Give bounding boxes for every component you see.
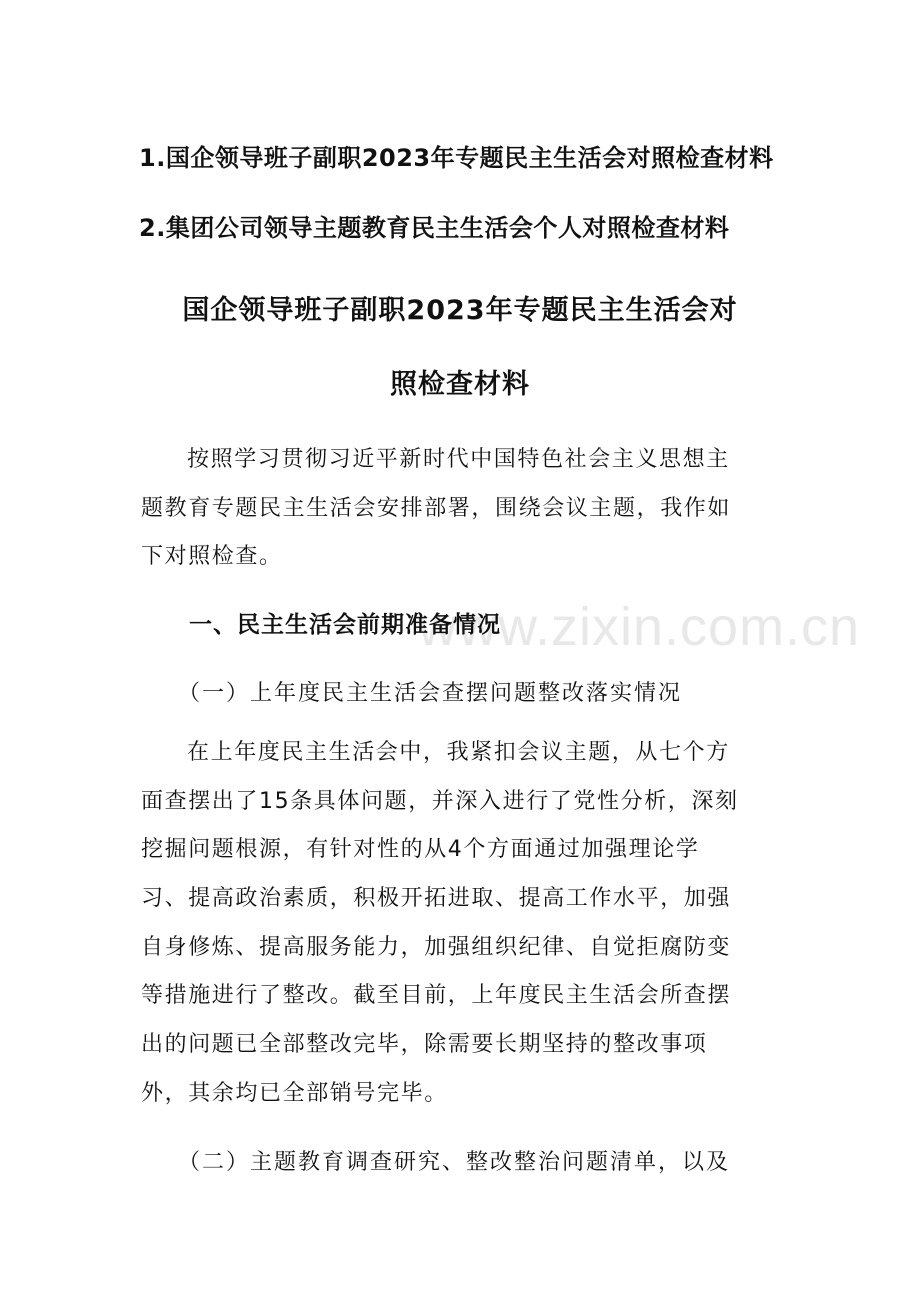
subsection-heading-2: （二）主题教育调查研究、整改整治问题清单，以及 — [178, 1150, 731, 1175]
document-title-line-1: 国企领导班子副职2023年专题民主生活会对 — [182, 295, 738, 326]
watermark: www.zixin.com.cn — [418, 597, 861, 657]
paragraph-line: 出的问题已全部整改完毕，除需要长期坚持的整改事项 — [141, 1032, 708, 1058]
paragraph-line: 面查摆出了15条具体问题，并深入进行了党性分析，深刻 — [141, 788, 739, 814]
toc-item-1[interactable]: 1.国企领导班子副职2023年专题民主生活会对照检查材料 — [139, 144, 774, 172]
subsection-heading-1: （一）上年度民主生活会查摆问题整改落实情况 — [178, 681, 683, 706]
toc-item-2[interactable]: 2.集团公司领导主题教育民主生活会个人对照检查材料 — [139, 214, 730, 242]
paragraph-line: 在上年度民主生活会中，我紧扣会议主题，从七个方 — [187, 740, 730, 765]
intro-paragraph — [141, 436, 731, 582]
paragraph-line: 下对照检查。 — [141, 544, 283, 570]
subsection-1-paragraph — [141, 729, 739, 1119]
paragraph-line: 按照学习贯彻习近平新时代中国特色社会主义思想主 — [187, 447, 730, 472]
paragraph-line: 习、提高政治素质，积极开拓进取、提高工作水平，加强 — [141, 886, 732, 912]
paragraph-line: 外，其余均已全部销号完毕。 — [141, 1080, 448, 1106]
paragraph-line: 题教育专题民主生活会安排部署，围绕会议主题，我作如 — [141, 495, 732, 521]
paragraph-line: 自身修炼、提高服务能力，加强组织纪律、自觉拒腐防变 — [141, 934, 732, 960]
section-heading-1: 一、民主生活会前期准备情况 — [189, 612, 501, 638]
paragraph-line: 等措施进行了整改。截至目前，上年度民主生活会所查摆 — [141, 983, 732, 1009]
paragraph-line: 挖掘问题根源，有针对性的从4个方面通过加强理论学 — [141, 837, 700, 863]
document-title-line-2: 照检查材料 — [390, 369, 530, 400]
